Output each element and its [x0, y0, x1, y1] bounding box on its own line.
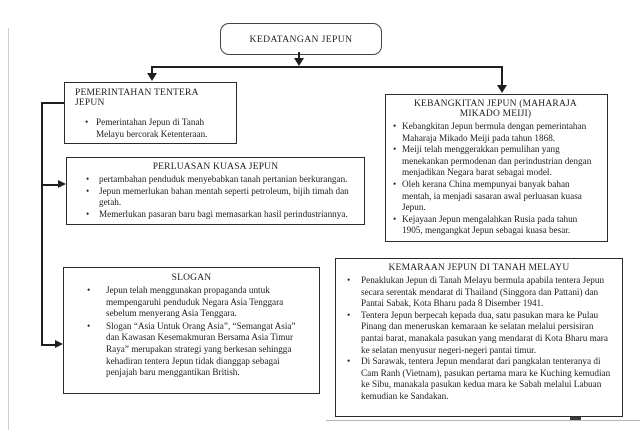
- node-perluasan-kuasa-jepun: [66, 157, 365, 225]
- bullet-item: • pertambahan penduduk menyebabkan tanah pertanian berkurangan.: [75, 174, 356, 186]
- bullet-item: • Tentera Jepun berpecah kepada dua, satu pasukan mara ke Pulau Pinang dan meneruskan kemaraan ke selatan melalui persisiran pantai barat, manakala pasukan yang mendarat di Kota Bharu mara ke selatan menyusur negeri-negeri pantai timur.: [344, 310, 614, 356]
- bullet-item: • Kejayaan Jepun mengalahkan Rusia pada tahun 1905, mengangkat Jepun sebagai kuasa besar.: [393, 214, 598, 237]
- node-pemerintahan-tentera-jepun: [64, 82, 237, 144]
- bullet-item: • Memerlukan pasaran baru bagi memasarkan hasil perindustriannya.: [75, 209, 356, 221]
- bullet-item: • Slogan “Asia Untuk Orang Asia”, “Semangat Asia” dan Kawasan Kesemakmuran Bersama Asia Timur Raya” merupakan strategi yang berkesan sehingga kehadiran tentera Jepun tidak dianggap sebagai penjajah baru menggantikan British.: [74, 321, 309, 379]
- node-title: PERLUASAN KUASA JEPUN: [152, 162, 279, 172]
- arrowhead-right-perluasan: [58, 180, 66, 188]
- bullet-item: • Di Sarawak, tentera Jepun mendarat dari pangkalan tenteranya di Cam Ranh (Vietnam), pasukan pertama mara ke Kuching kemudian ke Sibu, manakala pasukan kedua mara ke Sabah melalui Labuan kemudian ke Sandakan.: [344, 356, 614, 402]
- node-title: SLOGAN: [171, 273, 212, 283]
- root-node-label: KEDATANGAN JEPUN: [249, 33, 353, 45]
- bullet-list: [75, 174, 356, 220]
- connector-right-stub: [501, 66, 503, 86]
- connector-rail-to-pemerintahan: [41, 102, 64, 104]
- table-cell-border-left: [8, 28, 9, 430]
- bullet-list: [393, 121, 598, 237]
- bullet-item: • Oleh kerana China mempunyai banyak bahan mentah, ia menjadi sasaran awal perluasan kuasa Jepun.: [393, 179, 598, 214]
- scan-smudge: [570, 417, 581, 420]
- connector-rail-to-perluasan: [41, 184, 59, 186]
- arrowhead-down-center: [294, 58, 304, 66]
- node-kemaraan-jepun-tanah-melayu: [335, 258, 623, 417]
- bullet-list: [344, 275, 614, 403]
- arrowhead-down-left: [147, 73, 157, 81]
- node-kebangkitan-jepun: [385, 94, 608, 242]
- connector-rail-to-slogan: [41, 344, 56, 346]
- node-title: KEMARAAN JEPUN DI TANAH MELAYU: [388, 263, 570, 273]
- table-cell-border-bottom: [326, 420, 640, 421]
- root-node-kedatangan-jepun: [220, 23, 382, 55]
- bullet-list: [73, 117, 228, 140]
- connector-left-rail: [41, 102, 43, 345]
- bullet-list: [74, 285, 309, 379]
- node-title: KEBANGKITAN JEPUN (MAHARAJA MIKADO MEIJI): [414, 99, 577, 119]
- bullet-item: • Pemerintahan Jepun di Tanah Melayu bercorak Ketenteraan.: [73, 117, 228, 140]
- bullet-item: • Jepun memerlukan bahan mentah seperti petroleum, bijih timah dan getah.: [75, 186, 356, 209]
- arrowhead-down-right: [497, 85, 507, 93]
- node-slogan: [63, 267, 320, 394]
- bullet-item: • Penaklukan Jepun di Tanah Melayu bermula apabila tentera Jepun secara serentak mendarat di Thailand (Singgora dan Pattani) dan Pantai Sabak, Kota Bharu pada 8 Disember 1941.: [344, 275, 614, 310]
- bullet-item: • Meiji telah menggerakkan pemulihan yang menekankan permodenan dan perindustrian dengan menjadikan Negara barat sebagai model.: [393, 144, 598, 179]
- connector-main-horizontal: [151, 66, 503, 68]
- bullet-item: • Kebangkitan Jepun bermula dengan pemerintahan Maharaja Mikado Meiji pada tahun 1868.: [393, 121, 598, 144]
- arrowhead-right-slogan: [55, 340, 63, 348]
- node-title: PEMERINTAHAN TENTERA JEPUN: [75, 88, 199, 108]
- bullet-item: • Jepun telah menggunakan propaganda untuk mempengaruhi penduduk Negara Asia Tenggara sebelum menyerang Asia Tenggara.: [74, 285, 309, 320]
